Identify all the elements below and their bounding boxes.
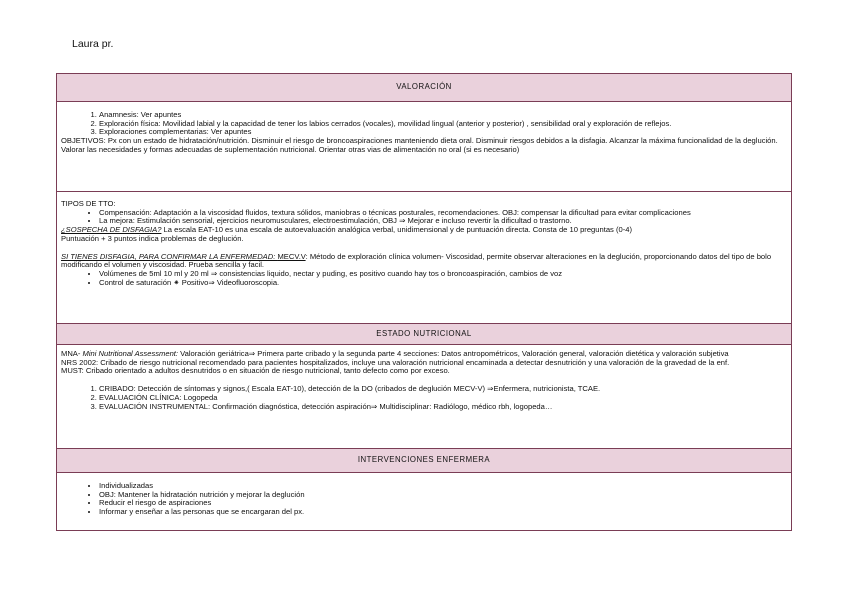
list-item: 3. EVALUACIÓN INSTRUMENTAL: Confirmación diagnóstica, detección aspiración⇒ Multidisciplinar: Radiólogo, médico rbh, logopeda… (99, 403, 787, 412)
estado-header (57, 324, 792, 345)
intervenciones-header-row (57, 449, 792, 473)
estado-body (57, 345, 792, 449)
objetivos-text: OBJETIVOS: Px con un estado de hidratación/nutrición. Disminuir el riesgo de broncoaspiraciones manteniendo dieta oral. Disminuir riesgos debidos a la disfagia. Alcanzar la máxima funcionalidad de la deglución. (61, 136, 778, 146)
must-text: MUST: Cribado orientado a adultos desnutridos o en situación de riesgo nutricional, tanto defecto como por exceso. (61, 366, 450, 376)
confirmar-label: SI TIENES DISFAGIA, PARA CONFIRMAR LA ENFERMEDAD: (61, 251, 278, 261)
list-item: 2. EVALUACIÓN CLÍNICA: Logopeda (99, 394, 787, 403)
estado-header-row (57, 324, 792, 345)
mecv-list (61, 270, 787, 287)
list-item: 1. Anamnesis: Ver apuntes (99, 111, 787, 120)
list-item: 1. CRIBADO: Detección de síntomas y signos,( Escala EAT-10), detección de la DO (cribados de deglución MECV-V) ⇒Enfermera, nutricionista, TCAE. (99, 385, 787, 394)
tipos-title: TIPOS DE TTO: (61, 199, 116, 208)
list-item: • Compensación: Adaptación a la viscosidad fluidos, textura sólidos, maniobras o técnicas posturales, recomendaciones. OBJ: compensar la dificultad para evitar complicaciones (99, 209, 787, 218)
intervenciones-body-row (57, 473, 792, 531)
estado-title: ESTADO NUTRICIONAL (376, 328, 472, 338)
content-table (56, 73, 792, 531)
valoracion-list (61, 111, 787, 137)
sospecha-label: ¿SOSPECHA DE DISFAGIA? (61, 225, 162, 235)
intervenciones-body (57, 473, 792, 531)
list-item: • Individualizadas (99, 482, 787, 491)
estado-list (61, 385, 787, 411)
mna-italic: Mini Nutritional Assessment: (82, 349, 179, 358)
valoracion-title: VALORACIÓN (396, 82, 452, 92)
mna-text: Valoración geriátrica⇒ Primera parte cribado y la segunda parte 4 secciones: Datos antropométricos, Valoración general, valoración dietética y valoración subjetiva (178, 349, 729, 358)
list-item: • Volúmenes de 5ml 10 ml y 20 ml ⇒ consistencias liquido, nectar y puding, es positivo cuando hay tos o broncoaspiración, cambios de voz (99, 270, 787, 279)
valorar-text: Valorar las necesidades y formas adecuadas de suplementación nutricional. Orientar otras vias de alimentación no oral (si es necesario) (61, 144, 520, 154)
nrs-text: NRS 2002: Cribado de riesgo nutricional recomendado para pacientes hospitalizados, incluye una valoración nutricional encaminada a detectar desnutrición y una valoración de la gravedad de la enf. (61, 357, 730, 367)
intervenciones-header (57, 449, 792, 473)
list-item: • OBJ: Mantener la hidratación nutrición y mejorar la deglución (99, 491, 787, 500)
valoracion-header (57, 74, 792, 102)
valoracion-body (57, 102, 792, 192)
list-item: • La mejora: Estimulación sensorial, ejercicios neuromusculares, electroestimulación, OBJ ⇒ Mejorar e incluso revertir la dificultad o trastorno. (99, 217, 787, 226)
confirmar-paragraph (61, 253, 787, 270)
estado-body-row (57, 345, 792, 449)
valoracion-header-row (57, 74, 792, 102)
author-name: Laura pr. (72, 38, 114, 50)
tipos-body (57, 192, 792, 324)
sospecha-text: La escala EAT-10 es una escala de autoevaluación analógica verbal, unidimensional y de puntuación directa. Consta de 10 preguntas (0-4) (161, 225, 632, 235)
list-item: 2. Exploración física: Movilidad labial y la capacidad de tener los labios cerrados (vocales), movilidad lingual (anterior y posterior) , sensibilidad oral y exploración de reflejos. (99, 120, 787, 129)
valoracion-body-row (57, 102, 792, 192)
tipos-list (61, 209, 787, 226)
list-item: • Informar y enseñar a las personas que se encargaran del px. (99, 508, 787, 517)
puntuacion-text: Puntuación + 3 puntos indica problemas de deglución. (61, 233, 244, 243)
tipos-row (57, 192, 792, 324)
list-item: • Reducir el riesgo de aspiraciones (99, 499, 787, 508)
intervenciones-title: INTERVENCIONES ENFERMERA (357, 455, 491, 465)
list-item: 3. Exploraciones complementarias: Ver apuntes (99, 128, 787, 137)
confirmar-mecv: MECV.V (277, 251, 306, 261)
intervenciones-list (61, 482, 787, 517)
list-item: • Control de saturación ⁕ Positivo⇒ Videofluoroscopia. (99, 279, 787, 288)
mna-label: MNA- (61, 349, 83, 358)
confirmar-text: : Método de exploración clínica volumen- Viscosidad, permite observar alteraciones en la deglución, proporcionando datos del tipo de bolo modificando el volumen y viscosidad. Prueba sencilla y facil. (61, 251, 772, 270)
